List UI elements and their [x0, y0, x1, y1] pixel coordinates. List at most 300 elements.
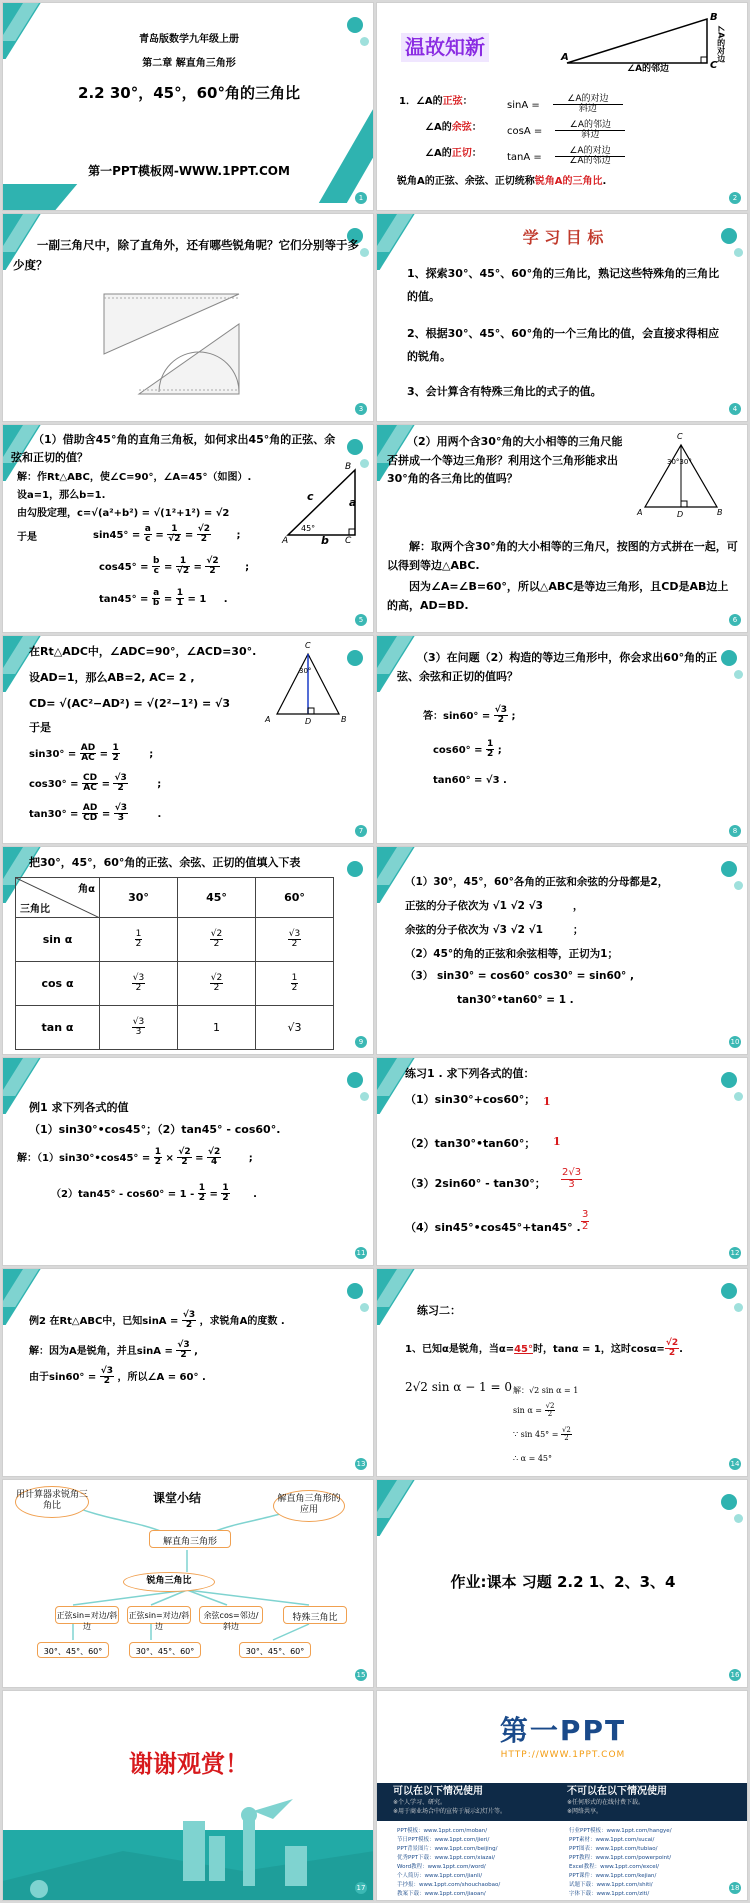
numerator: 1 [198, 1183, 205, 1193]
solution-line-2: 设a=1，那么b=1. [17, 490, 106, 501]
fraction [112, 744, 120, 764]
sin60-row [423, 706, 516, 726]
sine-formula [507, 95, 623, 115]
decor-dot [734, 670, 743, 679]
equation: 2√2 sin α − 1 = 0 [405, 1380, 513, 1394]
page-number: 12 [730, 1249, 740, 1257]
numerator: 1 [487, 739, 494, 749]
fraction [205, 557, 219, 577]
fraction [207, 1148, 221, 1168]
punctuation: ， [572, 900, 584, 912]
denominator: CD [83, 813, 98, 824]
table-cell [256, 962, 334, 1006]
side-c: c [307, 490, 314, 503]
summary-line [397, 175, 606, 190]
mindmap-leaf: 30°、45°、60° [239, 1642, 311, 1658]
homework-text: 作业:课本 习题 2.2 1、2、3、4 [450, 1573, 676, 1591]
resource-link[interactable]: 个人简历：www.1ppt.com/jianli/ [397, 1873, 483, 1879]
solution-label: 于是 [17, 532, 37, 543]
resource-link[interactable]: PPT模板：www.1ppt.com/moban/ [397, 1828, 488, 1834]
brand-url[interactable]: HTTP://WWW.1PPT.COM [500, 1750, 626, 1760]
denominator: 2 [103, 1376, 111, 1387]
note-line-6: tan30°•tan60° = 1 . [457, 994, 574, 1006]
def-prefix: 1．∠A的 [399, 96, 443, 107]
triangle-shape [288, 470, 355, 535]
license-cannot-2: ※网络共享。 [567, 1808, 603, 1815]
example-text: 由于sin60° = [29, 1371, 97, 1383]
punctuation: ; [248, 1152, 253, 1164]
denominator: 2 [564, 1434, 569, 1443]
slide-7[interactable] [2, 635, 374, 844]
answer-prefix: 解：（1）sin30°•cos45° = [17, 1152, 151, 1164]
fraction [288, 930, 301, 950]
punctuation: . [157, 808, 162, 820]
numerator: √3 [100, 1366, 114, 1376]
table-header-row [16, 878, 334, 918]
denominator: 2 [135, 983, 142, 993]
formula-fn: cos30° = [29, 778, 79, 790]
numerator: √2 [206, 556, 219, 566]
numerator: √3 [182, 1310, 196, 1320]
numerator: √3 [132, 1016, 145, 1027]
resource-link[interactable]: PPT图表：www.1ppt.com/tubiao/ [569, 1846, 658, 1852]
page-number: 14 [730, 1460, 740, 1468]
fraction [154, 1148, 162, 1168]
exercise-3: （3）2sin60° - tan30°； [405, 1177, 546, 1190]
page-number: 16 [730, 1671, 740, 1679]
column-header: 30° [100, 878, 178, 918]
answer-part-1: 解：取两个含30°角的大小相等的三角尺，按图的方式拼在一起，可以得到等边△ABC. [387, 540, 738, 573]
def-sep: ： [471, 148, 482, 159]
slide-5[interactable] [2, 424, 374, 633]
cos60-row [433, 740, 502, 760]
operator: = [195, 1152, 204, 1164]
exercise-3-answer [561, 1168, 582, 1190]
triangle-shape [567, 19, 707, 63]
answer-2 [51, 1184, 257, 1204]
def-tangent-row [425, 147, 482, 162]
decor-dot [734, 881, 743, 890]
vertex-a: A [561, 52, 569, 63]
fraction [182, 1311, 196, 1331]
numerator: √2 [210, 972, 223, 983]
operator: × [165, 1152, 174, 1164]
punctuation: . [223, 593, 228, 605]
slide-9[interactable] [2, 846, 374, 1055]
numerator: ∠A的对边 [553, 95, 623, 105]
set-square-shape [139, 324, 239, 394]
row-label: tan α [16, 1006, 100, 1050]
fraction [486, 740, 494, 760]
decor-dot [360, 1303, 369, 1312]
slide-16[interactable] [376, 1479, 748, 1688]
step-text: ∵ sin 45° = [513, 1429, 559, 1439]
page-title: 2.2 30°，45°，60°角的三角比 [78, 84, 300, 102]
resource-link[interactable]: PPT背景图片：www.1ppt.com/beijing/ [397, 1846, 498, 1852]
vertex-a: A [282, 536, 289, 546]
goal-3: 3、会计算含有特殊三角比的式子的值。 [407, 385, 602, 398]
slide-10[interactable] [376, 846, 748, 1055]
numerator: √2 [561, 1426, 571, 1434]
page-number: 6 [729, 614, 741, 626]
resource-link[interactable]: 行业PPT模板：www.1ppt.com/hangye/ [569, 1828, 672, 1834]
decor-dot [734, 248, 743, 257]
denominator: 3 [117, 813, 124, 824]
page-number: 13 [356, 1460, 366, 1468]
fraction [132, 974, 145, 994]
note-text: 正弦的分子依次为 √1 √2 √3 [405, 900, 543, 912]
decor-dot [347, 1072, 363, 1088]
fraction [176, 589, 184, 609]
fraction [144, 525, 152, 545]
punctuation: . [679, 1343, 683, 1355]
license-can-title: 可以在以下情况使用 [393, 1786, 483, 1797]
numerator: AD [82, 803, 98, 813]
step-text: sin α = [513, 1405, 543, 1415]
numerator: √3 [494, 705, 508, 715]
table-title: 把30°，45°，60°角的正弦、余弦、正切的值填入下表 [29, 856, 301, 869]
example2-line-2 [29, 1341, 198, 1361]
fraction [221, 1184, 229, 1204]
slide-11[interactable] [2, 1057, 374, 1266]
answer-part-2: 因为∠A=∠B=60°，所以△ABC是等边三角形，且CD是AB边上的高，AD=BD. [387, 580, 729, 613]
mindmap-node-sine: 正弦sin=对边/斜边 [55, 1606, 119, 1624]
slide-3[interactable] [2, 213, 374, 422]
exercise-4-answer [581, 1210, 589, 1232]
fraction [113, 774, 127, 794]
decor-stripe [2, 184, 77, 211]
denominator: 2 [582, 1220, 589, 1232]
decor-dot [721, 1494, 737, 1510]
license-can-1: ※个人学习、研究。 [393, 1799, 447, 1806]
decor-dot [347, 650, 363, 666]
slide-1[interactable] [2, 2, 374, 211]
numerator: √3 [114, 773, 127, 783]
example2-line-1 [29, 1311, 285, 1331]
note-text: 余弦的分子依次为 √3 √2 √1 [405, 924, 543, 936]
denominator: √2 [176, 566, 190, 577]
page-number: 18 [730, 1884, 740, 1892]
resource-link[interactable]: 试题下载：www.1ppt.com/shiti/ [569, 1882, 653, 1888]
side-a: a [349, 496, 357, 509]
review-badge: 温故知新 [401, 33, 489, 62]
slide-8[interactable] [376, 635, 748, 844]
mindmap-node-application: 解直角三角形的应用 [273, 1490, 345, 1522]
note-line-4: （2）45°的角的正弦和余弦相等，正切为1； [405, 948, 618, 960]
mindmap-node-special: 特殊三角比 [283, 1606, 347, 1624]
page-number: 1 [355, 192, 367, 204]
punctuation: ; [511, 710, 516, 722]
fraction [132, 1018, 145, 1038]
punctuation: ; [245, 561, 250, 573]
page-number: 2 [729, 192, 741, 204]
resource-link[interactable]: PPT教程：www.1ppt.com/powerpoint/ [569, 1855, 672, 1861]
resource-link[interactable]: PPT素材：www.1ppt.com/sucai/ [569, 1837, 655, 1843]
denominator: 2 [112, 753, 119, 764]
solution-step-2 [513, 1403, 555, 1419]
denominator: 2 [291, 939, 298, 949]
decor-dot [347, 1283, 363, 1299]
corner-top-label: 角α [78, 884, 95, 895]
denominator: AC [81, 753, 95, 764]
site-link[interactable]: 第一PPT模板网-WWW.1PPT.COM [88, 164, 290, 178]
left-link-list [397, 1827, 500, 1899]
solution-step-1: 解：√2 sin α = 1 [513, 1386, 579, 1395]
numerator: √2 [178, 1147, 191, 1157]
solution-line-1: 解：作Rt△ABC，使∠C=90°，∠A=45°（如图）. [17, 472, 252, 483]
def-key: 正切 [451, 148, 472, 159]
exercise-1: （1）sin30°+cos60°； [405, 1093, 536, 1106]
fraction [561, 1427, 572, 1443]
fraction [152, 557, 160, 577]
numerator: √3 [177, 1340, 190, 1350]
numerator: √3 [132, 972, 145, 983]
triangle-figure [273, 650, 343, 720]
vertex-b: B [710, 12, 718, 23]
triangle-ruler-figure [99, 284, 249, 404]
goal-2: 2、根据30°、45°、60°角的一个三角比的值，会直接求得相应的锐角。 [407, 327, 720, 364]
def-sep: ： [471, 122, 482, 133]
fraction [82, 774, 98, 794]
corner-bottom-label: 三角比 [20, 904, 50, 915]
slide-4[interactable] [376, 213, 748, 422]
denominator: 2 [185, 1320, 193, 1331]
license-can-2: ※用于商业场合中的宣传于展示幻灯片等。 [393, 1808, 507, 1815]
slide-12[interactable] [376, 1057, 748, 1266]
formula-fn: tanA = [507, 151, 542, 163]
denominator: AC [83, 783, 97, 794]
license-cannot-title: 不可以在以下情况使用 [567, 1786, 667, 1797]
vertex-c: C [710, 60, 718, 71]
summary-end: . [602, 176, 607, 187]
numerator: 1 [291, 972, 298, 983]
denominator: ∠A的邻边 [569, 156, 611, 167]
exercise2-line [405, 1339, 683, 1359]
fraction [82, 804, 98, 824]
resource-link[interactable]: 优秀PPT下载：www.1ppt.com/xiazai/ [397, 1855, 496, 1861]
column-header: 45° [178, 878, 256, 918]
example-text: ，所以∠A = 60° . [117, 1371, 206, 1383]
slide-6[interactable] [376, 424, 748, 633]
denominator: √2 [168, 534, 181, 545]
numerator: b [153, 556, 160, 566]
fraction [176, 557, 190, 577]
fraction [197, 525, 211, 545]
resource-link[interactable]: Word教程：www.1ppt.com/word/ [397, 1864, 486, 1870]
row-label: cos α [16, 962, 100, 1006]
slide-17[interactable] [2, 1690, 374, 1901]
vertex-b: B [345, 462, 352, 472]
resource-link[interactable]: 节日PPT模板：www.1ppt.com/jieri/ [397, 1837, 490, 1843]
right-link-list [569, 1827, 672, 1899]
numerator: CD [83, 773, 98, 783]
numerator: 1 [222, 1183, 229, 1193]
tan45-row: tan45° = $\frac{a}{b}$ = $\frac{1}{1}$ = 1 . [99, 588, 228, 609]
denominator: 2 [154, 1157, 162, 1168]
denominator: c [153, 566, 159, 577]
denominator: 2 [209, 566, 216, 577]
page-number: 11 [356, 1249, 366, 1257]
def-sine-row [399, 95, 473, 110]
decor-dot [347, 17, 363, 33]
section-heading: 学 习 目 标 [522, 228, 604, 247]
summary-text: 锐角A的正弦、余弦、正切统称 [397, 176, 535, 187]
mindmap-node-solve: 解直角三角形 [149, 1530, 231, 1548]
note-line-3 [405, 923, 583, 938]
def-sep: ： [462, 96, 473, 107]
resource-link[interactable]: 教案下载：www.1ppt.com/jiaoan/ [397, 1891, 486, 1897]
numerator: ∠A的邻边 [555, 121, 625, 131]
vertex-a: A [265, 715, 271, 724]
exercise-2: （2）tan30°•tan60°； [405, 1137, 536, 1150]
decor-dot [360, 1092, 369, 1101]
table-cell [100, 962, 178, 1006]
denominator: 2 [117, 783, 124, 794]
denominator: 2 [213, 939, 220, 949]
numerator: ∠A的对边 [555, 147, 625, 157]
fraction [561, 1168, 582, 1190]
page-number: 17 [356, 1884, 366, 1892]
vertex-c: C [345, 536, 352, 546]
line-4: 于是 [29, 721, 51, 734]
note-line-2 [405, 899, 583, 914]
side-b: b [321, 534, 329, 547]
thanks-text: 谢谢观赏！ [129, 1750, 249, 1778]
numerator: 3 [582, 1209, 589, 1220]
denominator: 1 [176, 598, 183, 609]
note-line-5: （3） sin30° = cos60° cos30° = sin60° , [405, 970, 634, 982]
fraction [555, 147, 625, 167]
numerator: 2√3 [562, 1167, 582, 1178]
resource-link[interactable]: 字体下载：www.1ppt.com/ziti/ [569, 1891, 650, 1897]
formula-fn: cos60° = [433, 744, 483, 756]
mindmap-node-cosine: 余弦cos=邻边/斜边 [199, 1606, 263, 1624]
publisher: 青岛版数学九年级上册 [139, 34, 239, 45]
fraction [80, 744, 96, 764]
resource-link[interactable]: PPT课件：www.1ppt.com/kejian/ [569, 1873, 657, 1879]
punctuation: . [253, 1188, 257, 1200]
slide-2[interactable] [376, 2, 748, 211]
table-row [16, 918, 334, 962]
numerator: 1 [176, 557, 190, 567]
page-number: 8 [729, 825, 741, 837]
page-number: 3 [355, 403, 367, 415]
example2-line-3 [29, 1367, 206, 1387]
solution-step-3 [513, 1427, 572, 1443]
resource-link[interactable]: 手抄报：www.1ppt.com/shouchaobao/ [397, 1882, 501, 1888]
table-row [16, 1006, 334, 1050]
exercise-text: 1、已知α是锐角，当α= [405, 1343, 515, 1355]
fraction [291, 974, 299, 994]
table-cell [178, 962, 256, 1006]
punctuation: ; [149, 748, 154, 760]
example-title: 例1 求下列各式的值 [29, 1101, 129, 1114]
fraction [665, 1339, 679, 1359]
mindmap-leaf: 30°、45°、60° [37, 1642, 109, 1658]
fraction [177, 1148, 191, 1168]
exercise-text: 时，tanα = 1，这时cosα= [533, 1343, 665, 1355]
def-prefix: ∠A的 [425, 148, 452, 159]
formula-fn: 答：sin60° = [423, 710, 491, 722]
answer-1 [17, 1148, 253, 1168]
fraction [100, 1367, 114, 1387]
formula-fn: tan30° = [29, 808, 79, 820]
summary-key: 锐角A的三角比 [534, 176, 603, 187]
slide-18[interactable] [376, 1690, 748, 1901]
trig-table [15, 877, 334, 1050]
numerator: AD [80, 743, 96, 753]
example-text: ，求锐角A的度数 . [199, 1315, 285, 1327]
mindmap-leaf: 30°、45°、60° [129, 1642, 201, 1658]
slide-15[interactable] [2, 1479, 374, 1688]
example-question: （1）sin30°•cos45°；（2）tan45° - cos60°. [29, 1123, 281, 1136]
fraction [198, 1184, 206, 1204]
skyline-shapes [3, 1791, 374, 1901]
fraction [114, 804, 128, 824]
numerator: a [153, 588, 160, 598]
numerator: 1 [176, 588, 183, 598]
sin45-row: sin45° = $\frac{a}{c}$ = $\frac{1}{√2}$ = $\frac{√2}{2}$ ; [93, 524, 241, 545]
denominator: 2 [668, 1348, 676, 1359]
denominator: 斜边 [581, 130, 600, 141]
row-label: sin α [16, 918, 100, 962]
angle-label: 45° [301, 524, 316, 533]
question-text: 一副三角尺中，除了直角外，还有哪些锐角呢？它们分别等于多少度？ [13, 238, 359, 272]
denominator: 2 [497, 715, 505, 726]
opposite-side-label: ∠A的对边 [716, 25, 726, 63]
fraction [210, 974, 223, 994]
denominator: c [145, 534, 151, 545]
denominator: 4 [211, 1157, 218, 1168]
cos45-row: cos45° = $\frac{b}{c}$ = $\frac{1}{√2}$ = $\frac{√2}{2}$ ; [99, 556, 250, 577]
denominator: 2 [213, 983, 220, 993]
slide-14[interactable] [376, 1268, 748, 1477]
def-key: 余弦 [451, 122, 472, 133]
exercise-1-answer: 1 [543, 1095, 551, 1108]
chapter: 第二章 解直角三角形 [142, 58, 236, 69]
formula-fn: cosA = [507, 125, 543, 137]
page-number: 10 [730, 1038, 740, 1046]
exercise-4: （4）sin45°•cos45°+tan45° . [405, 1221, 581, 1234]
decor-dot [721, 861, 737, 877]
vertex-d: D [677, 510, 684, 519]
page-number: 4 [729, 403, 741, 415]
punctuation: ; [497, 744, 502, 756]
vertex-d: D [305, 717, 312, 726]
table-row [16, 962, 334, 1006]
def-key: 正弦 [442, 96, 463, 107]
numerator: √2 [210, 928, 223, 939]
question-text: （2）用两个含30°角的大小相等的三角尺能否拼成一个等边三角形？利用这个三角形能求出30°角的各三角比的值吗？ [387, 435, 623, 486]
fraction [581, 1210, 589, 1232]
denominator: b [152, 598, 160, 609]
brand-logo: 第一PPT [499, 1714, 627, 1747]
exercise-answer: 45° [514, 1343, 533, 1355]
operator: = [209, 1188, 218, 1200]
formula-fn: tan45° = [99, 593, 149, 605]
denominator: 2 [198, 1193, 205, 1204]
slide-13[interactable] [2, 1268, 374, 1477]
page-number: 9 [355, 1036, 367, 1048]
solution-step-4: ∴ α = 45° [513, 1454, 553, 1463]
formula-fn: sin45° = [93, 529, 141, 541]
resource-link[interactable]: Excel教程：www.1ppt.com/excel/ [569, 1864, 660, 1870]
adjacent-side-label: ∠A的邻边 [627, 64, 670, 74]
formula-fn: sin30° = [29, 748, 77, 760]
punctuation: ； [572, 924, 584, 936]
decor-dot [347, 861, 363, 877]
table-cell [100, 1006, 178, 1050]
